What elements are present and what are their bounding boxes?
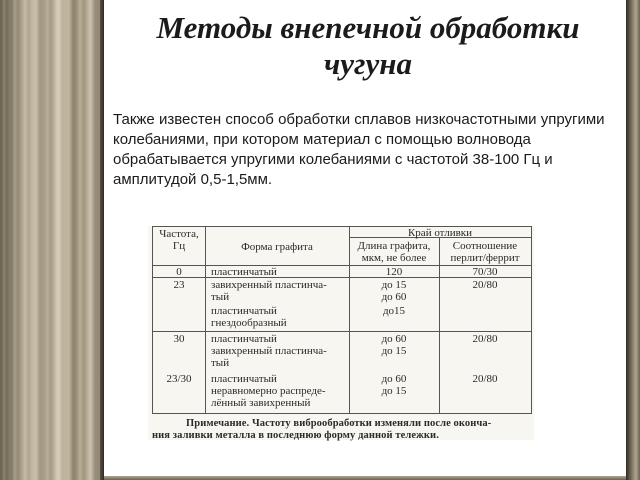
row-frequency: 23/30 bbox=[166, 373, 192, 385]
row-graphite-form: завихренный пластинча- bbox=[211, 279, 327, 291]
table-note bbox=[148, 418, 534, 442]
header-length-line: мкм, не более bbox=[361, 252, 427, 264]
slide-title-line-2: чугуна bbox=[324, 46, 412, 81]
row-graphite-form: тый bbox=[211, 291, 230, 303]
slide-title-line-1: Методы внепечной обработки bbox=[156, 10, 580, 45]
header-frequency-line: Частота, bbox=[159, 228, 199, 240]
row-graphite-length: до15 bbox=[382, 305, 406, 317]
header-frequency-line: Гц bbox=[172, 240, 186, 252]
row-graphite-form: пластинчатый bbox=[211, 373, 277, 385]
decorative-frame-left bbox=[0, 0, 104, 480]
row-graphite-form: пластинчатый bbox=[211, 266, 277, 278]
row-ratio: 20/80 bbox=[472, 333, 498, 345]
row-graphite-form: неравномерно распреде- bbox=[211, 385, 326, 397]
row-ratio: 70/30 bbox=[472, 266, 498, 278]
row-frequency: 30 bbox=[173, 333, 185, 345]
header-graphite-length bbox=[349, 240, 439, 264]
header-ratio-line: перлит/феррит bbox=[450, 252, 520, 264]
graphite-table bbox=[152, 226, 532, 414]
row-frequency: 23 bbox=[173, 279, 185, 291]
row-graphite-form: завихренный пластинча- bbox=[211, 345, 327, 357]
row-graphite-length: до 15 bbox=[381, 385, 407, 397]
header-frequency bbox=[153, 228, 205, 252]
table-note-line: ния заливки металла в последнюю форму данной тележки. bbox=[152, 430, 439, 441]
row-graphite-length: до 15 bbox=[381, 345, 407, 357]
header-ratio-line: Соотношение bbox=[452, 240, 518, 252]
header-length-line: Длина графита, bbox=[357, 240, 431, 252]
row-graphite-length: до 60 bbox=[381, 333, 407, 345]
row-graphite-length: до 60 bbox=[381, 291, 407, 303]
table-note-line: Примечание. Частоту виброобработки изменяли после оконча- bbox=[186, 418, 492, 429]
row-ratio: 20/80 bbox=[472, 373, 498, 385]
slide-body-text: Также известен способ обработки сплавов низкочастотными упругими колебаниями, при котором материал с помощью волновода обрабатывается упругими колебаниями с частотой 38-100 Гц и амплитудой 0,5-1,5мм. bbox=[113, 111, 605, 188]
row-frequency: 0 bbox=[176, 266, 182, 278]
row-ratio: 20/80 bbox=[472, 279, 498, 291]
row-graphite-length: 120 bbox=[385, 266, 403, 278]
row-graphite-length: до 60 bbox=[381, 373, 407, 385]
table-divider bbox=[205, 227, 206, 413]
table-divider bbox=[153, 331, 531, 332]
decorative-frame-bottom bbox=[104, 476, 626, 480]
scanned-table-image bbox=[148, 226, 534, 440]
row-graphite-form: тый bbox=[211, 357, 230, 369]
header-graphite-form: Форма графита bbox=[241, 241, 313, 253]
slide-title bbox=[110, 10, 626, 82]
row-graphite-form: гнездообразный bbox=[211, 317, 287, 329]
row-graphite-form: пластинчатый bbox=[211, 333, 277, 345]
row-graphite-form: лённый завихренный bbox=[211, 397, 311, 409]
header-pearlite-ferrite bbox=[439, 240, 531, 264]
row-graphite-length: до 15 bbox=[381, 279, 407, 291]
row-graphite-form: пластинчатый bbox=[211, 305, 277, 317]
header-group-edge: Край отливки bbox=[407, 227, 473, 239]
decorative-frame-right bbox=[626, 0, 640, 480]
